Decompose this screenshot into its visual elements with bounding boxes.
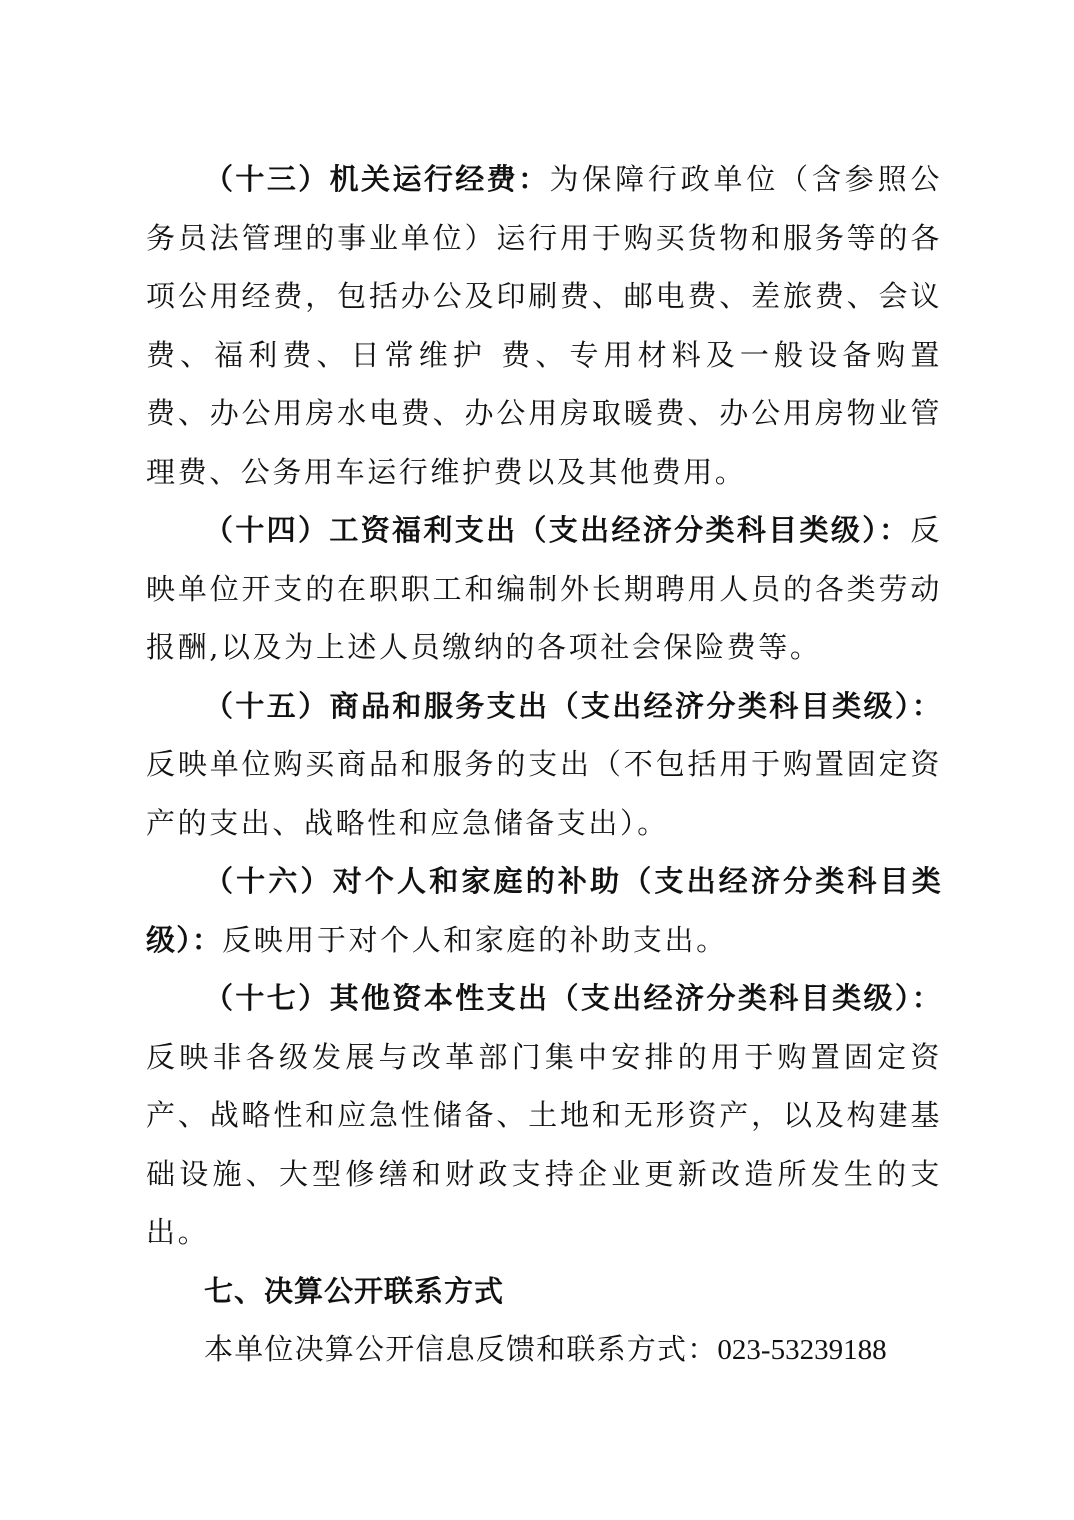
section-13-term: （十三）机关运行经费： xyxy=(204,162,550,196)
section-17-text: 反映非各级发展与改革部门集中安排的用于购置固定资产、战略性和应急性储备、土地和无形资产，以及构建基础设施、大型修缮和财政支持企业更新改造所发生的支出。 xyxy=(146,1039,942,1249)
section-15-term: （十五）商品和服务支出（支出经济分类科目类级）： xyxy=(204,688,942,723)
contact-line xyxy=(146,1320,942,1380)
section-17-term: （十七）其他资本性支出（支出经济分类科目类级）： xyxy=(204,981,942,1015)
section-17 xyxy=(146,969,942,1262)
section-14 xyxy=(146,501,942,677)
section-15 xyxy=(146,677,942,853)
contact-heading: 七、决算公开联系方式 xyxy=(204,1273,505,1308)
section-14-text: 反映单位开支的在职职工和编制外长期聘用人员的各类劳动报酬,以及为上述人员缴纳的各项社会保险费等。 xyxy=(146,513,942,664)
contact-phone: 023-53239188 xyxy=(717,1334,887,1366)
section-13-text: 为保障行政单位（含参照公务员法管理的事业单位）运行用于购买货物和服务等的各项公用经费，包括办公及印刷费、邮电费、差旅费、会议费、福利费、日常维护 费、专用材料及一般设备购置费、办公用房水电费、办公用房取暖费、办公用房物业管理费、公务用车运行维护费以及其他费用。 xyxy=(146,162,942,489)
section-14-term: （十四）工资福利支出（支出经济分类科目类级）： xyxy=(204,513,911,547)
section-16-text: 反映用于对个人和家庭的补助支出。 xyxy=(222,922,728,957)
section-16-term: （十六）对个人和家庭的补助（支出经济分类科目类级）： xyxy=(146,864,942,957)
contact-label: 本单位决算公开信息反馈和联系方式： xyxy=(204,1332,718,1366)
section-16 xyxy=(146,852,942,969)
section-13 xyxy=(146,150,942,501)
section-15-text: 反映单位购买商品和服务的支出（不包括用于购置固定资产的支出、战略性和应急储备支出）。 xyxy=(146,747,942,840)
document-page xyxy=(146,150,942,1380)
